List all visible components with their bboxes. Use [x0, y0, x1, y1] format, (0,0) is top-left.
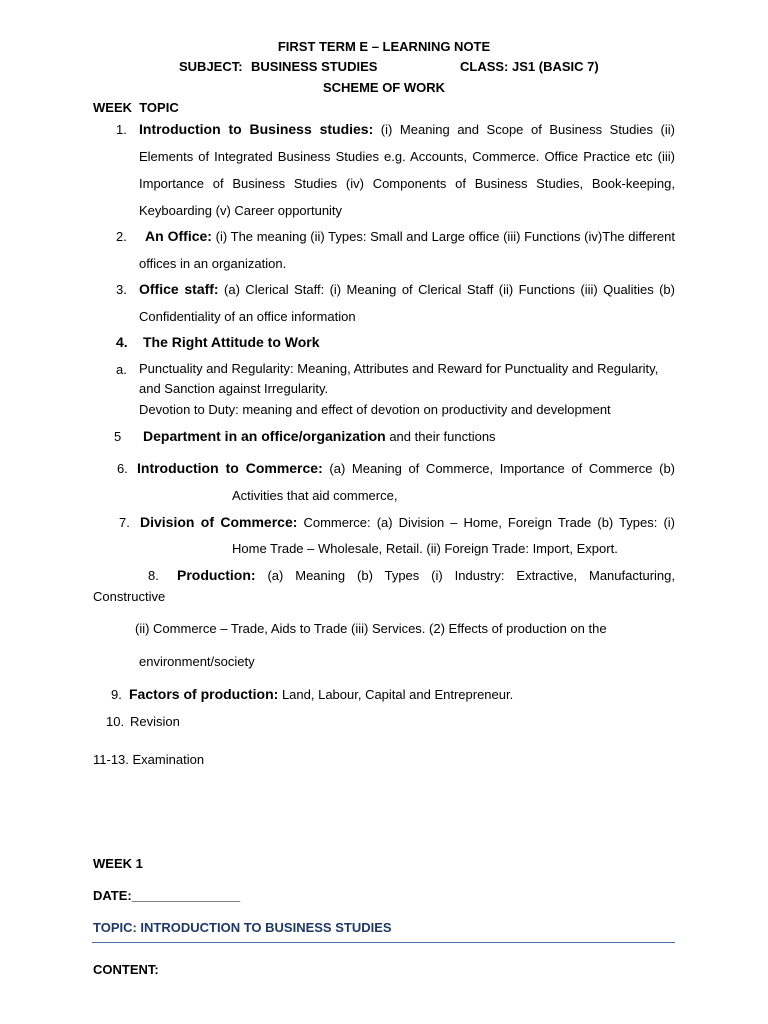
item-number: 6. — [117, 461, 128, 476]
item-continuation: Activities that aid commerce, — [232, 488, 398, 503]
date-label: DATE:_______________ — [93, 888, 241, 903]
list-item — [143, 428, 496, 444]
item-number: 7. — [119, 515, 130, 530]
item-title: Factors of production: — [129, 686, 279, 702]
item-text: Commerce: (a) Division – Home, Foreign Trade (b) Types: (i) — [297, 515, 675, 530]
item-continuation: environment/society — [139, 654, 255, 669]
item-text: Land, Labour, Capital and Entrepreneur. — [278, 687, 514, 702]
subject-label: SUBJECT: — [179, 59, 243, 74]
list-item — [177, 567, 675, 583]
scheme-of-work-heading: SCHEME OF WORK — [322, 80, 446, 95]
item-title: Division of Commerce: — [140, 514, 298, 530]
item-title: Introduction to Business studies: — [139, 121, 374, 137]
subject-value: BUSINESS STUDIES — [251, 59, 378, 74]
item-text: and their functions — [385, 429, 496, 444]
item-text: (a) Clerical Staff: (i) Meaning of Clerical Staff (ii) Functions (iii) Qualities (b) Confidentiality of an office information — [139, 282, 675, 324]
list-item — [137, 460, 675, 476]
item-title: The Right Attitude to Work — [143, 334, 320, 350]
item-continuation: Constructive — [93, 589, 166, 604]
item-number: 4. — [116, 334, 128, 350]
item-number: 10. — [106, 714, 125, 729]
week-label: WEEK 1 — [93, 856, 143, 871]
list-item — [139, 116, 675, 224]
item-title: Department in an office/organization — [143, 428, 386, 444]
item-number: 3. — [116, 282, 127, 297]
divider — [92, 942, 675, 943]
item-number: 5 — [114, 429, 122, 444]
item-text: (a) Meaning (b) Types (i) Industry: Extractive, Manufacturing, — [255, 568, 675, 583]
item-text: (i) The meaning (ii) Types: Small and Large office (iii) Functions (iv)The different offices in an organization. — [139, 229, 676, 271]
item-number: 2. — [116, 229, 127, 244]
item-title: Introduction to Commerce: — [137, 460, 323, 476]
list-item — [129, 686, 513, 702]
list-item — [139, 276, 675, 330]
item-title: Production: — [177, 567, 256, 583]
content-label: CONTENT: — [93, 962, 159, 977]
list-item — [139, 223, 675, 277]
item-text: (a) Meaning of Commerce, Importance of Commerce (b) — [322, 461, 676, 476]
list-item — [140, 514, 675, 530]
class-label: CLASS: JS1 (BASIC 7) — [460, 59, 599, 74]
item-text: (i) Meaning and Scope of Business Studies (ii) Elements of Integrated Business Studies e.g. Accounts, Commerce. Office Practice etc (iii) Importance of Business Studies (iv) Components of Business Studies, Book-keeping, Keyboarding (v) Career opportunity — [139, 122, 675, 218]
item-title: Office staff: — [139, 281, 219, 297]
item-title: An Office: — [145, 228, 212, 244]
document-title: FIRST TERM E – LEARNING NOTE — [277, 39, 491, 54]
item-text: Punctuality and Regularity: Meaning, Attributes and Reward for Punctuality and Regularity, and Sanction against Irregularity. — [139, 361, 659, 396]
item-number: 8. — [148, 568, 159, 583]
examination-line: 11-13. Examination — [93, 752, 205, 767]
topic-heading: TOPIC: INTRODUCTION TO BUSINESS STUDIES — [93, 920, 392, 935]
item-number: 9. — [111, 687, 122, 702]
item-continuation: Home Trade – Wholesale, Retail. (ii) Foreign Trade: Import, Export. — [232, 541, 618, 556]
item-number: 1. — [116, 122, 127, 137]
list-item — [139, 359, 675, 399]
item-extra-text: Devotion to Duty: meaning and effect of devotion on productivity and development — [139, 402, 611, 417]
item-text: Revision — [130, 714, 180, 729]
item-number: a. — [116, 362, 127, 377]
week-topic-heading: WEEK TOPIC — [93, 100, 179, 115]
item-continuation: (ii) Commerce – Trade, Aids to Trade (iii) Services. (2) Effects of production on the — [135, 621, 607, 636]
